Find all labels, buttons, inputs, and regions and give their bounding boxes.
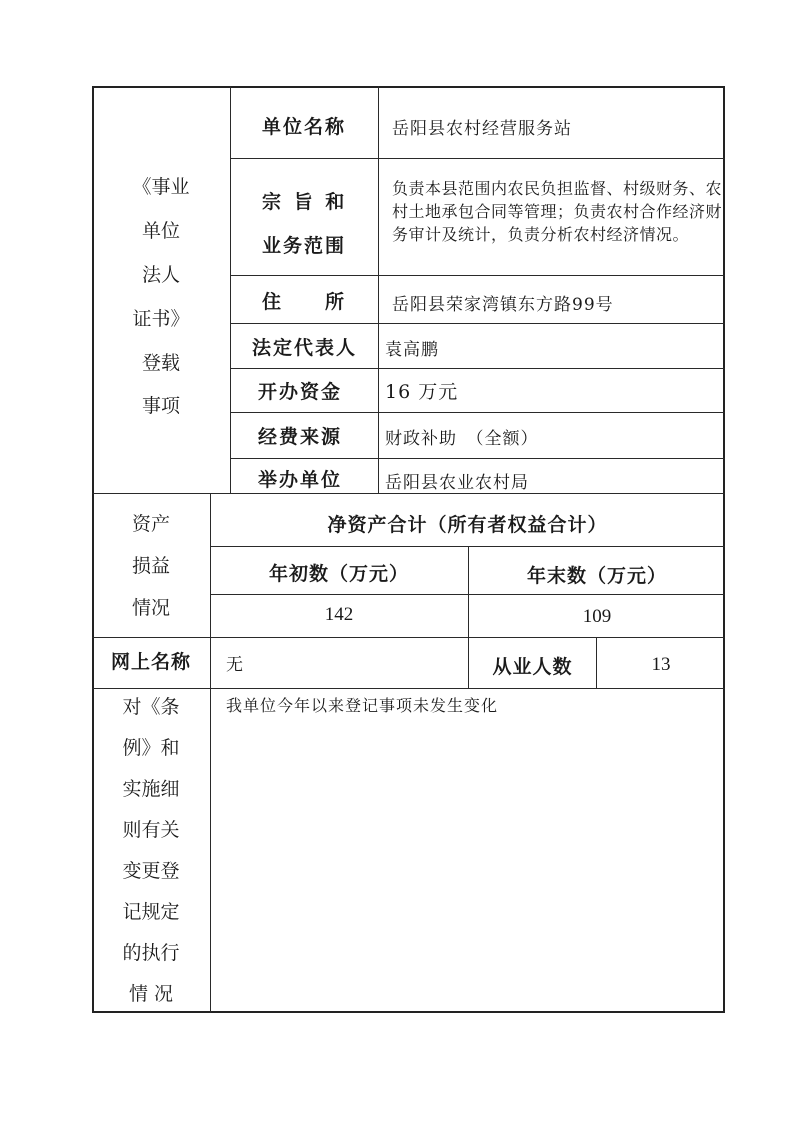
purpose-value: 负责本县范围内农民负担监督、村级财务、农村土地承包合同等管理；负责农村合作经济财务审计及统计，负责分析农村经济情况。 bbox=[392, 179, 723, 244]
online-name-value: 无 bbox=[226, 655, 244, 675]
purpose-label-line2: 业务范围 bbox=[262, 235, 347, 257]
label-line: 事项 bbox=[141, 395, 180, 417]
row-divider bbox=[230, 275, 725, 276]
label-line: 则有关 bbox=[122, 819, 180, 841]
begin-year-value: 142 bbox=[324, 604, 354, 625]
end-year-value: 109 bbox=[582, 606, 612, 627]
net-assets-header: 净资产合计（所有者权益合计） bbox=[327, 514, 608, 536]
label-line: 单位 bbox=[141, 220, 180, 242]
begin-year-header: 年初数（万元） bbox=[268, 563, 409, 585]
purpose-label-line1: 宗 旨 和 bbox=[262, 191, 348, 213]
regulation-section-label bbox=[92, 690, 210, 1010]
legal-rep-value: 袁高鹏 bbox=[385, 340, 439, 360]
funding-value: 财政补助 （全额） bbox=[385, 429, 539, 449]
row-divider bbox=[230, 158, 725, 159]
label-line: 对《条 bbox=[122, 696, 180, 718]
label-line: 法人 bbox=[141, 264, 180, 286]
section-divider bbox=[92, 688, 725, 689]
sponsor-label: 举办单位 bbox=[258, 469, 343, 491]
label-line: 证书》 bbox=[132, 308, 190, 330]
column-divider bbox=[378, 86, 379, 493]
assets-section-label bbox=[92, 495, 210, 635]
row-divider bbox=[230, 412, 725, 413]
capital-value: 16 万元 bbox=[385, 381, 459, 403]
staff-count-value: 13 bbox=[651, 654, 671, 675]
label-line: 情况 bbox=[131, 597, 170, 619]
sponsor-value: 岳阳县农业农村局 bbox=[385, 473, 529, 493]
label-line: 登载 bbox=[141, 352, 180, 374]
column-divider bbox=[230, 86, 231, 493]
label-line: 记规定 bbox=[122, 901, 180, 923]
label-line: 损益 bbox=[131, 555, 170, 577]
address-value: 岳阳县荣家湾镇东方路99号 bbox=[392, 295, 614, 315]
regulation-text: 我单位今年以来登记事项未发生变化 bbox=[226, 696, 499, 715]
online-name-label: 网上名称 bbox=[110, 651, 191, 673]
label-line: 资产 bbox=[131, 513, 170, 535]
label-line: 情 况 bbox=[128, 983, 174, 1005]
label-line: 例》和 bbox=[122, 737, 180, 759]
staff-count-label: 从业人数 bbox=[492, 656, 573, 678]
end-year-header: 年末数（万元） bbox=[526, 565, 667, 587]
section-divider bbox=[92, 637, 725, 638]
label-line: 变更登 bbox=[122, 860, 180, 882]
legal-rep-label: 法定代表人 bbox=[252, 337, 358, 359]
label-line: 《事业 bbox=[132, 176, 190, 198]
row-divider bbox=[230, 323, 725, 324]
row-divider bbox=[230, 368, 725, 369]
funding-label: 经费来源 bbox=[258, 426, 343, 448]
register-section-label bbox=[92, 160, 230, 420]
label-line: 的执行 bbox=[122, 942, 180, 964]
capital-label: 开办资金 bbox=[258, 381, 343, 403]
address-label: 住 所 bbox=[262, 291, 347, 313]
label-line: 实施细 bbox=[122, 778, 180, 800]
unit-name-label: 单位名称 bbox=[262, 116, 347, 138]
row-divider bbox=[230, 458, 725, 459]
unit-name-value: 岳阳县农村经营服务站 bbox=[392, 119, 572, 139]
section-divider bbox=[92, 493, 725, 494]
